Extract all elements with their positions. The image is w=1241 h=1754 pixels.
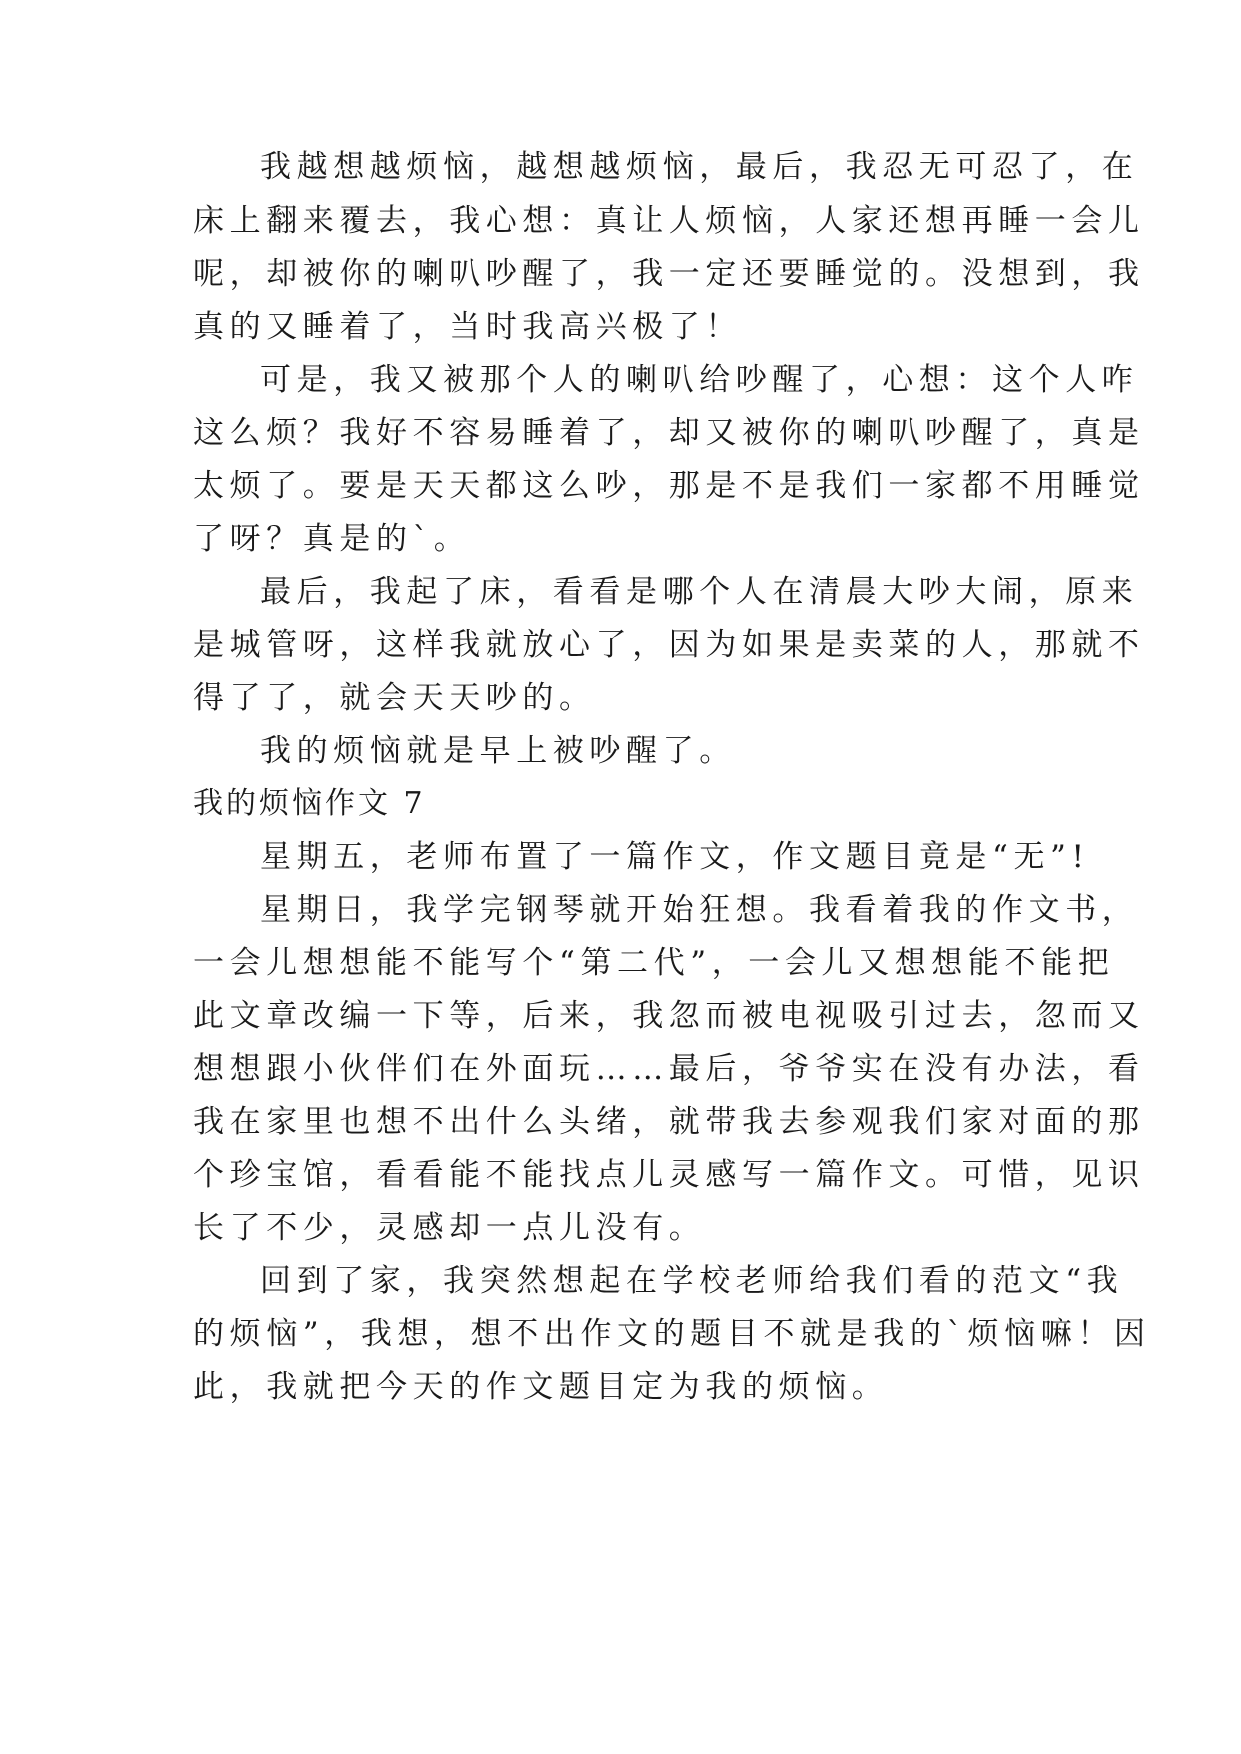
paragraph-line: 得了了，就会天天吵的。 — [193, 680, 596, 716]
paragraph-line: 星期五，老师布置了一篇作文，作文题目竟是“无”! — [260, 839, 1090, 875]
paragraph-line: 个珍宝馆，看看能不能找点儿灵感写一篇作文。可惜，见识 — [193, 1157, 1145, 1193]
paragraph-line: 此，我就把今天的作文题目定为我的烦恼。 — [193, 1369, 889, 1405]
paragraph-line: 呢，却被你的喇叭吵醒了，我一定还要睡觉的。没想到，我 — [193, 256, 1145, 292]
paragraph-line: 想想跟小伙伴们在外面玩……最后，爷爷实在没有办法，看 — [193, 1051, 1145, 1087]
paragraph-line: 我越想越烦恼，越想越烦恼，最后，我忍无可忍了，在 — [260, 149, 1139, 185]
paragraph-line: 一会儿想想能不能写个“第二代”，一会儿又想想能不能把 — [193, 945, 1115, 981]
paragraph-line: 是城管呀，这样我就放心了，因为如果是卖菜的人，那就不 — [193, 627, 1145, 663]
paragraph-line: 我在家里也想不出什么头绪，就带我去参观我们家对面的那 — [193, 1104, 1145, 1140]
paragraph-line: 床上翻来覆去，我心想：真让人烦恼，人家还想再睡一会儿 — [193, 203, 1145, 239]
section-heading: 我的烦恼作文 7 — [193, 786, 426, 821]
paragraph-line: 星期日，我学完钢琴就开始狂想。我看着我的作文书， — [260, 892, 1139, 928]
paragraph-line: 可是，我又被那个人的喇叭给吵醒了，心想：这个人咋 — [260, 362, 1139, 398]
paragraph-line: 最后，我起了床，看看是哪个人在清晨大吵大闹，原来 — [260, 574, 1139, 610]
paragraph-line: 长了不少，灵感却一点儿没有。 — [193, 1210, 706, 1246]
paragraph-line: 太烦了。要是天天都这么吵，那是不是我们一家都不用睡觉 — [193, 468, 1145, 504]
paragraph-line: 这么烦？我好不容易睡着了，却又被你的喇叭吵醒了，真是 — [193, 415, 1145, 451]
paragraph-line: 回到了家，我突然想起在学校老师给我们看的范文“我 — [260, 1263, 1124, 1299]
paragraph-line: 此文章改编一下等，后来，我忽而被电视吸引过去，忽而又 — [193, 998, 1145, 1034]
paragraph-line: 真的又睡着了，当时我高兴极了！ — [193, 309, 742, 345]
paragraph-line: 了呀？真是的`。 — [193, 521, 471, 557]
paragraph-line: 我的烦恼就是早上被吵醒了。 — [260, 733, 736, 769]
paragraph-line: 的烦恼”，我想，想不出作文的题目不就是我的`烦恼嘛！因 — [193, 1316, 1151, 1352]
